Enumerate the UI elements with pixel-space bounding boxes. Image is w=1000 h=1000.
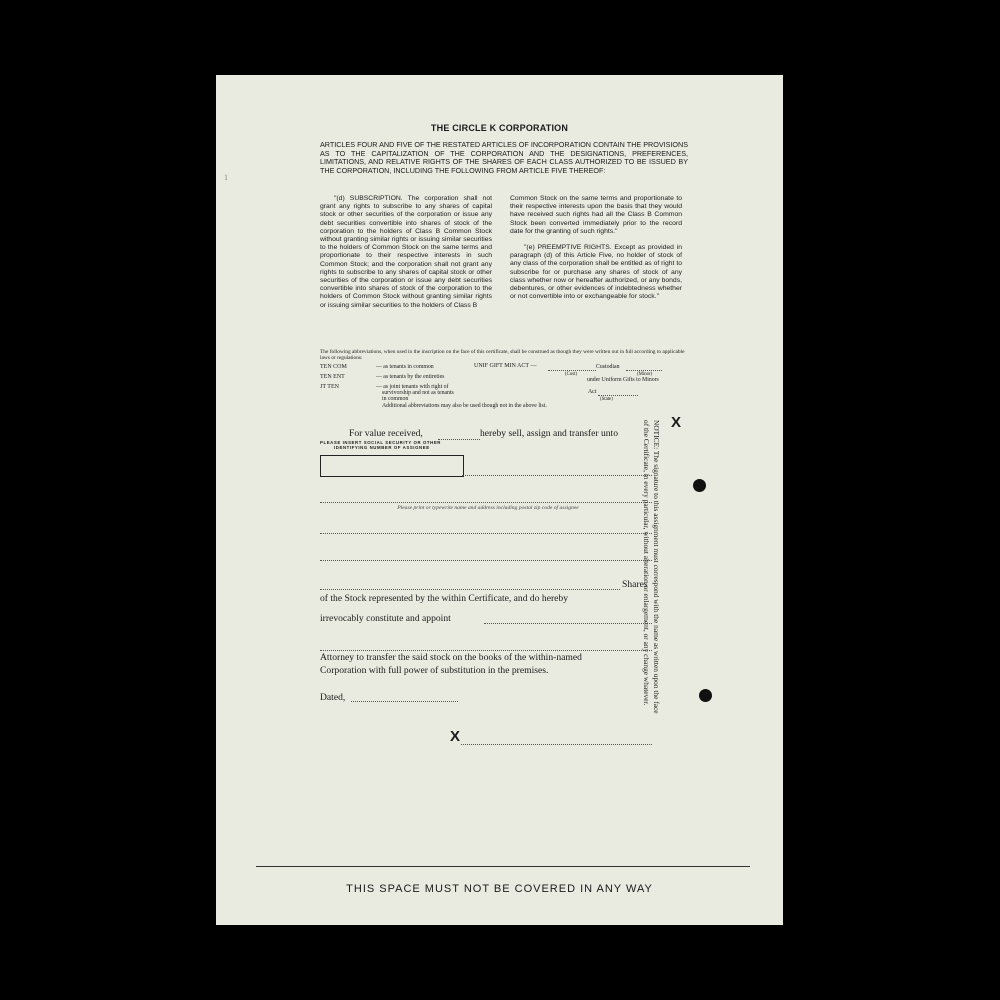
assignee-line-2[interactable] — [320, 502, 652, 503]
assignee-line-4[interactable] — [320, 560, 652, 561]
under-uniform-gifts: under Uniform Gifts to Minors — [587, 377, 659, 383]
irrevocably-appoint: irrevocably constitute and appoint — [320, 613, 451, 624]
abbr-jt-ten-desc-2: survivorship and not as tenants — [382, 390, 454, 396]
insert-ssn-note — [320, 440, 480, 451]
abbr-ten-ent-desc: — as tenants by the entireties — [376, 374, 445, 380]
custodian-label: Custodian — [596, 364, 620, 370]
state-line — [598, 395, 638, 396]
custodian-line — [548, 370, 596, 371]
of-the-stock: of the Stock represented by the within Certificate, and do hereby — [320, 593, 569, 604]
subscription-clause-left — [320, 195, 492, 310]
abbr-ten-com: TEN COM — [320, 364, 347, 370]
for-value-received: For value received, — [349, 428, 423, 439]
ssn-input-box[interactable] — [320, 455, 464, 477]
cust-label: (Cust) — [565, 372, 577, 377]
attorney-line[interactable] — [320, 650, 652, 651]
abbr-ten-ent: TEN ENT — [320, 374, 345, 380]
subscription-clause-right — [510, 195, 682, 301]
appoint-line[interactable] — [484, 623, 652, 624]
insert-ssn-note-line-2: IDENTIFYING NUMBER OF ASSIGNEE — [334, 445, 430, 451]
certificate-back — [216, 75, 783, 925]
attorney-text-2: Corporation with full power of substitution in the premises. — [320, 665, 549, 676]
act-label: Act — [588, 389, 597, 395]
corporation-title: THE CIRCLE K CORPORATION — [430, 123, 569, 133]
unif-gift-min-act: UNIF GIFT MIN ACT — — [474, 363, 537, 369]
preemptive-rights-text: "(e) PREEMPTIVE RIGHTS. Except as provided in paragraph (d) of this Article Five, no holder of stock of any class of the corporation shall be entitled as of right to subscribe for or purchase any shares of stock of any class whether now or hereafter authorized, or any bonds, debentures, or other evidences of indebtedness whether or not convertible into or exchangeable for stock." — [510, 244, 682, 301]
assignee-line-1[interactable] — [462, 475, 652, 476]
print-name-note: Please print or typewrite name and address including postal zip code of assignee — [397, 505, 579, 511]
subscription-continued-text: Common Stock on the same terms and proportionate to their respective interests upon the basis that they would have received such rights had all the Class B Common Stock been converted immediately prior to the record date for the granting of such rights." — [510, 195, 682, 235]
abbreviations-intro: The following abbreviations, when used in the inscription on the face of this certificate, shall be construed as though they were written out in full according to applicable laws or regulations: — [320, 349, 685, 362]
dated-label: Dated, — [320, 692, 346, 703]
abbr-ten-com-desc: — as tenants in common — [376, 364, 434, 370]
shares-line[interactable] — [320, 589, 620, 590]
signature-notice — [642, 420, 664, 730]
attorney-text-1: Attorney to transfer the said stock on the books of the within-named — [320, 652, 582, 663]
punch-hole-top — [693, 479, 706, 492]
margin-mark: 1 — [224, 173, 228, 182]
assignee-line-3[interactable] — [320, 533, 652, 534]
bottom-rule — [256, 866, 750, 867]
minor-line — [626, 370, 662, 371]
abbr-jt-ten: JT TEN — [320, 384, 339, 390]
abbr-jt-ten-desc-1: — as joint tenants with right of — [376, 384, 449, 390]
notice-text: NOTICE: The signature to this assignment must correspond with the name as written upon the face of the Certificate, in every particular, without alteration or enlargement, or any change whatever. — [642, 420, 661, 714]
subscription-text: "(d) SUBSCRIPTION. The corporation shall not grant any rights to subscribe to any shares of capital stock or other securities of the corporation or issue any debt securities convertible into shares of stock of the corporation to the holders of Class B Common Stock without granting similar rights or issuing similar securities to the holders of Common Stock on the same terms and proportionate to their respective interests in such Common Stock; and the corporation shall not grant any rights to subscribe to any shares of capital stock or other securities of the corporation or issue any debt securities convertible into shares of stock of the corporation to the holders of Common Stock without granting similar rights or issuing similar securities to the holders of Class B — [320, 195, 492, 309]
abbr-additional: Additional abbreviations may also be used though not in the above list. — [382, 403, 547, 409]
do-not-cover-warning: THIS SPACE MUST NOT BE COVERED IN ANY WAY — [346, 883, 653, 895]
minor-label: (Minor) — [637, 372, 653, 377]
punch-hole-bottom — [699, 689, 712, 702]
articles-intro: ARTICLES FOUR AND FIVE OF THE RESTATED ARTICLES OF INCORPORATION CONTAIN THE PROVISIONS AS TO THE CAPITALIZATION OF THE CORPORATION AND THE DESIGNATIONS, PREFERENCES, LIMITATIONS, AND RELATIVE RIGHTS OF THE SHARES OF EACH CLASS AUTHORIZED TO BE ISSUED BY THE CORPORATION, INCLUDING THE FOLLOWING FROM ARTICLE FIVE THEREOF: — [320, 140, 688, 175]
state-label: (State) — [600, 397, 613, 402]
insert-ssn-note-line-1: PLEASE INSERT SOCIAL SECURITY OR OTHER — [320, 440, 442, 445]
signature-x-mark: X — [450, 728, 461, 745]
hereby-transfer: hereby sell, assign and transfer unto — [480, 428, 619, 439]
dated-line[interactable] — [351, 701, 458, 702]
signature-line[interactable] — [461, 744, 652, 745]
notice-x-mark: X — [671, 414, 682, 431]
abbr-jt-ten-desc-3: in common — [382, 396, 409, 402]
shares-label: Shares — [622, 579, 648, 590]
